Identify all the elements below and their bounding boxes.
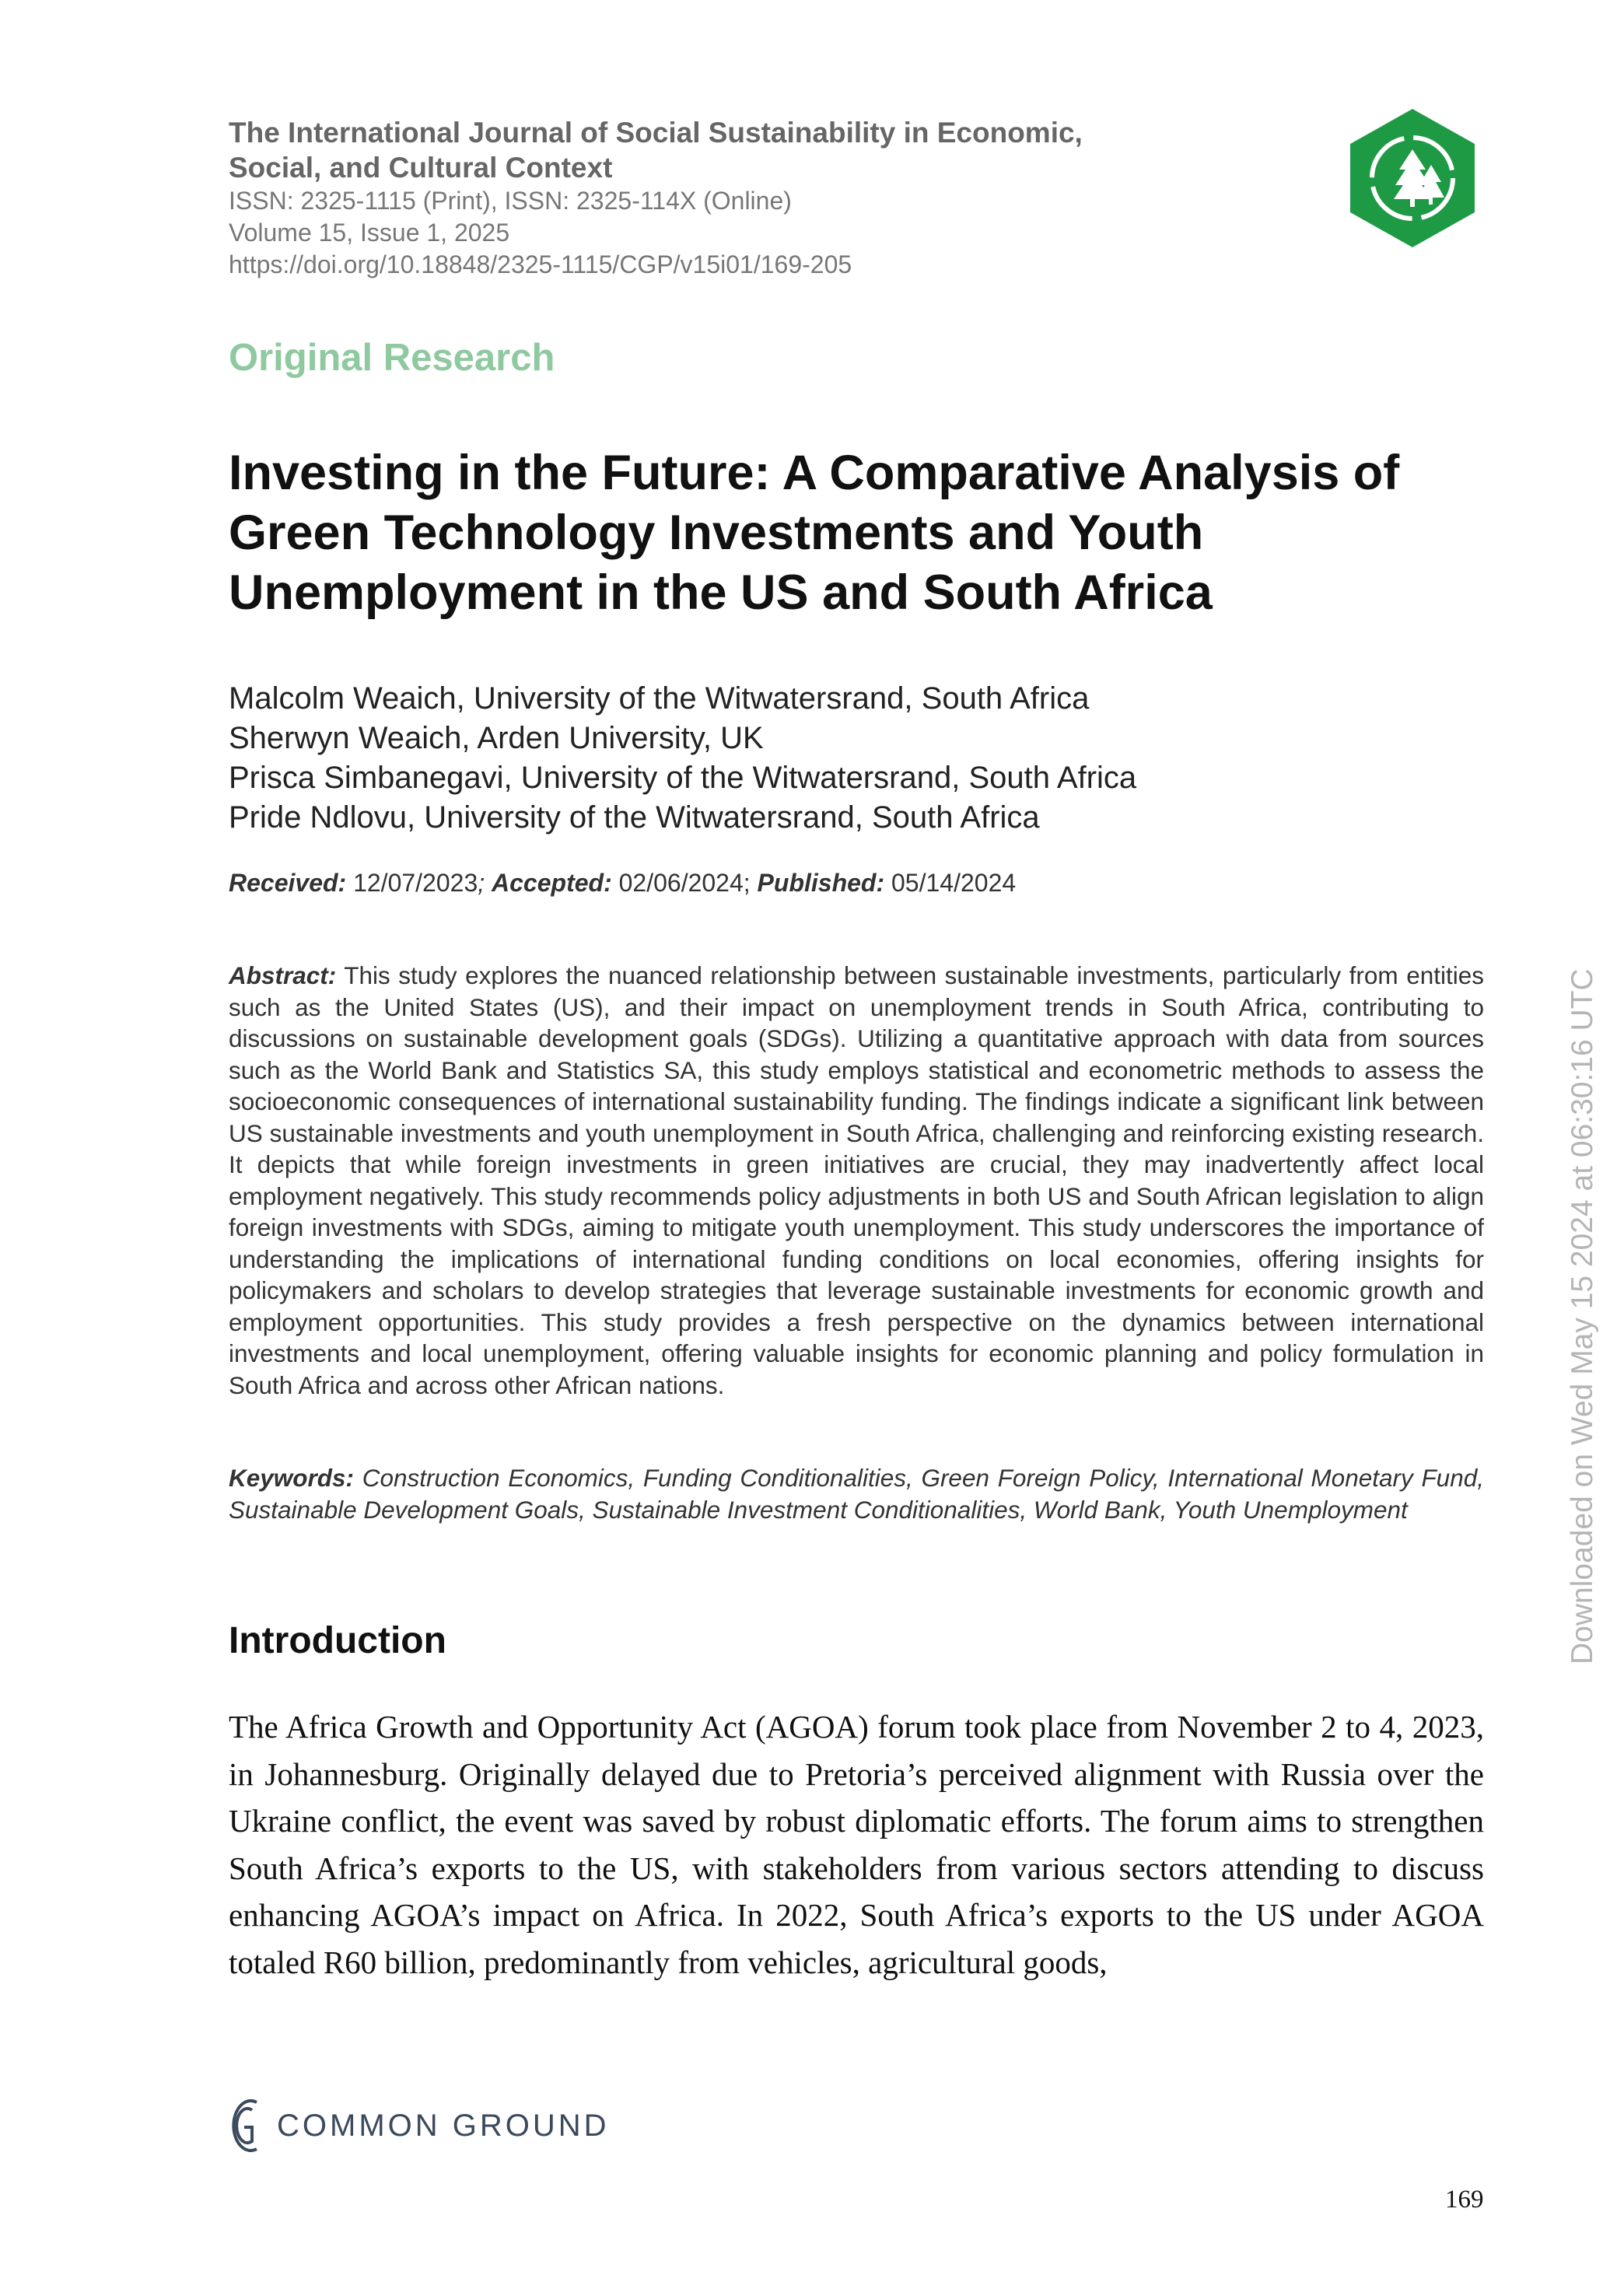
journal-title-line1: The International Journal of Social Sustainability in Economic, [229,117,1083,149]
received-date: 12/07/2023 [353,869,478,897]
page-number: 169 [1445,2186,1484,2214]
common-ground-logo-icon [226,2096,264,2155]
publisher-name: COMMON GROUND [277,2108,610,2143]
abstract-text: This study explores the nuanced relationship between sustainable investments, particularly from entities such as the United States (US), and their impact on unemployment trends in South Africa, contributing to discussions on sustainable development goals (SDGs). Utilizing a quantitative approach with data from sources such as the World Bank and Statistics SA, this study employs statistical and econometric methods to assess the socioeconomic consequences of international sustainability funding. The findings indicate a significant link between US sustainable investments and youth unemployment in South Africa, challenging and reinforcing existing research. It depicts that while foreign investments in green initiatives are crucial, they may inadvertently affect local employment negatively. This study recommends policy adjustments in both US and South African legislation to align foreign investments with SDGs, aiming to mitigate youth unemployment. This study underscores the importance of understanding the implications of international funding conditions on local economies, offering insights for policymakers and scholars to develop strategies that leverage sustainable investments for economic growth and employment opportunities. This study provides a fresh perspective on the dynamics between international investments and local unemployment, offering valuable insights for economic planning and policy formulation in South Africa and across other African nations. [229,961,1485,1399]
received-label: Received: [229,869,347,897]
keywords-label: Keywords: [229,1464,355,1492]
article-dates: Received: 12/07/2023; Accepted: 02/06/2024; Published: 05/14/2024 [229,869,1017,897]
keywords [229,1462,1484,1525]
article-title: Investing in the Future: A Comparative Analysis of Green Technology Investments and Youth Unemployment in the US and South Africa [229,446,1400,620]
download-watermark: Downloaded on Wed May 15 2024 at 06:30:16 UTC [1566,968,1599,1664]
accepted-label: Accepted: [492,869,612,897]
journal-doi[interactable]: https://doi.org/10.18848/2325-1115/CGP/v15i01/169-205 [229,250,852,278]
accepted-date: 02/06/2024 [618,869,744,897]
journal-volume: Volume 15, Issue 1, 2025 [229,219,510,247]
author-1: Malcolm Weaich, University of the Witwatersrand, South Africa [229,681,1090,716]
author-2: Sherwyn Weaich, Arden University, UK [229,721,764,755]
publisher-logo [226,2095,610,2157]
published-date: 05/14/2024 [891,869,1017,897]
keywords-text: Construction Economics, Funding Conditionalities, Green Foreign Policy, International Monetary Fund, Sustainable Development Goals, Sustainable Investment Conditionalities, World Bank, Youth Unemployment [229,1464,1484,1524]
green-hexagon-trees-logo-icon [1347,107,1478,249]
journal-header [229,115,1162,281]
published-label: Published: [757,869,885,897]
author-3: Prisca Simbanegavi, University of the Witwatersrand, South Africa [229,761,1137,795]
journal-title-line2: Social, and Cultural Context [229,152,613,184]
author-list [229,679,1136,838]
author-4: Pride Ndlovu, University of the Witwatersrand, South Africa [229,800,1040,835]
abstract-label: Abstract: [229,961,337,989]
introduction-paragraph: The Africa Growth and Opportunity Act (AGOA) forum took place from November 2 to 4, 2023, in Johannesburg. Originally delayed due to Pretoria’s perceived alignment with Russia over the Ukraine conflict, the event was saved by robust diplomatic efforts. The forum aims to strengthen South Africa’s exports to the US, with stakeholders from various sectors attending to discuss enhancing AGOA’s impact on Africa. In 2022, South Africa’s exports to the US under AGOA totaled R60 billion, predominantly from vehicles, agricultural goods, [229,1709,1484,1980]
abstract [229,960,1484,1401]
section-label: Original Research [229,337,555,379]
introduction-heading: Introduction [229,1620,446,1661]
journal-issn: ISSN: 2325-1115 (Print), ISSN: 2325-114X (Online) [229,187,792,215]
